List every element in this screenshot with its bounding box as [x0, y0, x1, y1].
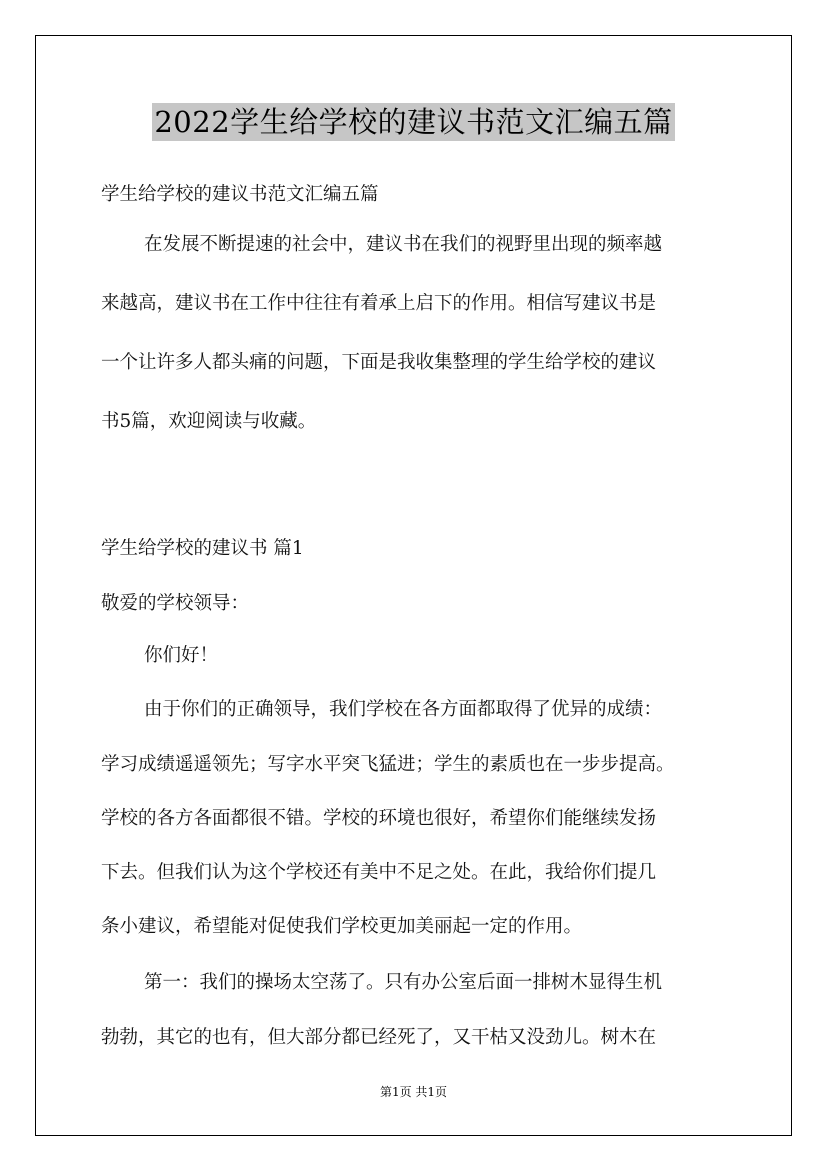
paragraph-line: 勃勃，其它的也有，但大部分都已经死了，又干枯又没劲儿。树木在 [101, 1027, 657, 1048]
document-subtitle: 学生给学校的建议书范文汇编五篇 [101, 184, 379, 205]
salutation: 敬爱的学校领导： [101, 593, 250, 614]
greeting: 你们好！ [144, 645, 219, 666]
section-heading: 学生给学校的建议书 篇1 [101, 538, 304, 559]
paragraph-line: 学习成绩遥遥领先；写字水平突飞猛进；学生的素质也在一步步提高。 [101, 754, 675, 775]
document-title: 2022学生给学校的建议书范文汇编五篇 [154, 105, 673, 139]
paragraph-line: 第一：我们的操场太空荡了。只有办公室后面一排树木显得生机 [144, 972, 663, 993]
page-number-footer: 第1页 共1页 [379, 1085, 448, 1099]
paragraph-line: 学校的各方各面都很不错。学校的环境也很好，希望你们能继续发扬 [101, 808, 657, 829]
intro-line: 在发展不断提速的社会中，建议书在我们的视野里出现的频率越 [144, 234, 663, 255]
intro-line: 书5篇，欢迎阅读与收藏。 [101, 411, 317, 432]
document-body [101, 175, 741, 1072]
intro-line: 一个让许多人都头痛的问题，下面是我收集整理的学生给学校的建议 [101, 352, 657, 373]
paragraph-line: 下去。但我们认为这个学校还有美中不足之处。在此，我给你们提几 [101, 862, 657, 883]
paragraph-line: 条小建议，希望能对促使我们学校更加美丽起一定的作用。 [101, 916, 583, 937]
paragraph-line: 由于你们的正确领导，我们学校在各方面都取得了优异的成绩： [144, 699, 663, 720]
title-container [0, 103, 827, 141]
intro-line: 来越高，建议书在工作中往往有着承上启下的作用。相信写建议书是 [101, 293, 657, 314]
